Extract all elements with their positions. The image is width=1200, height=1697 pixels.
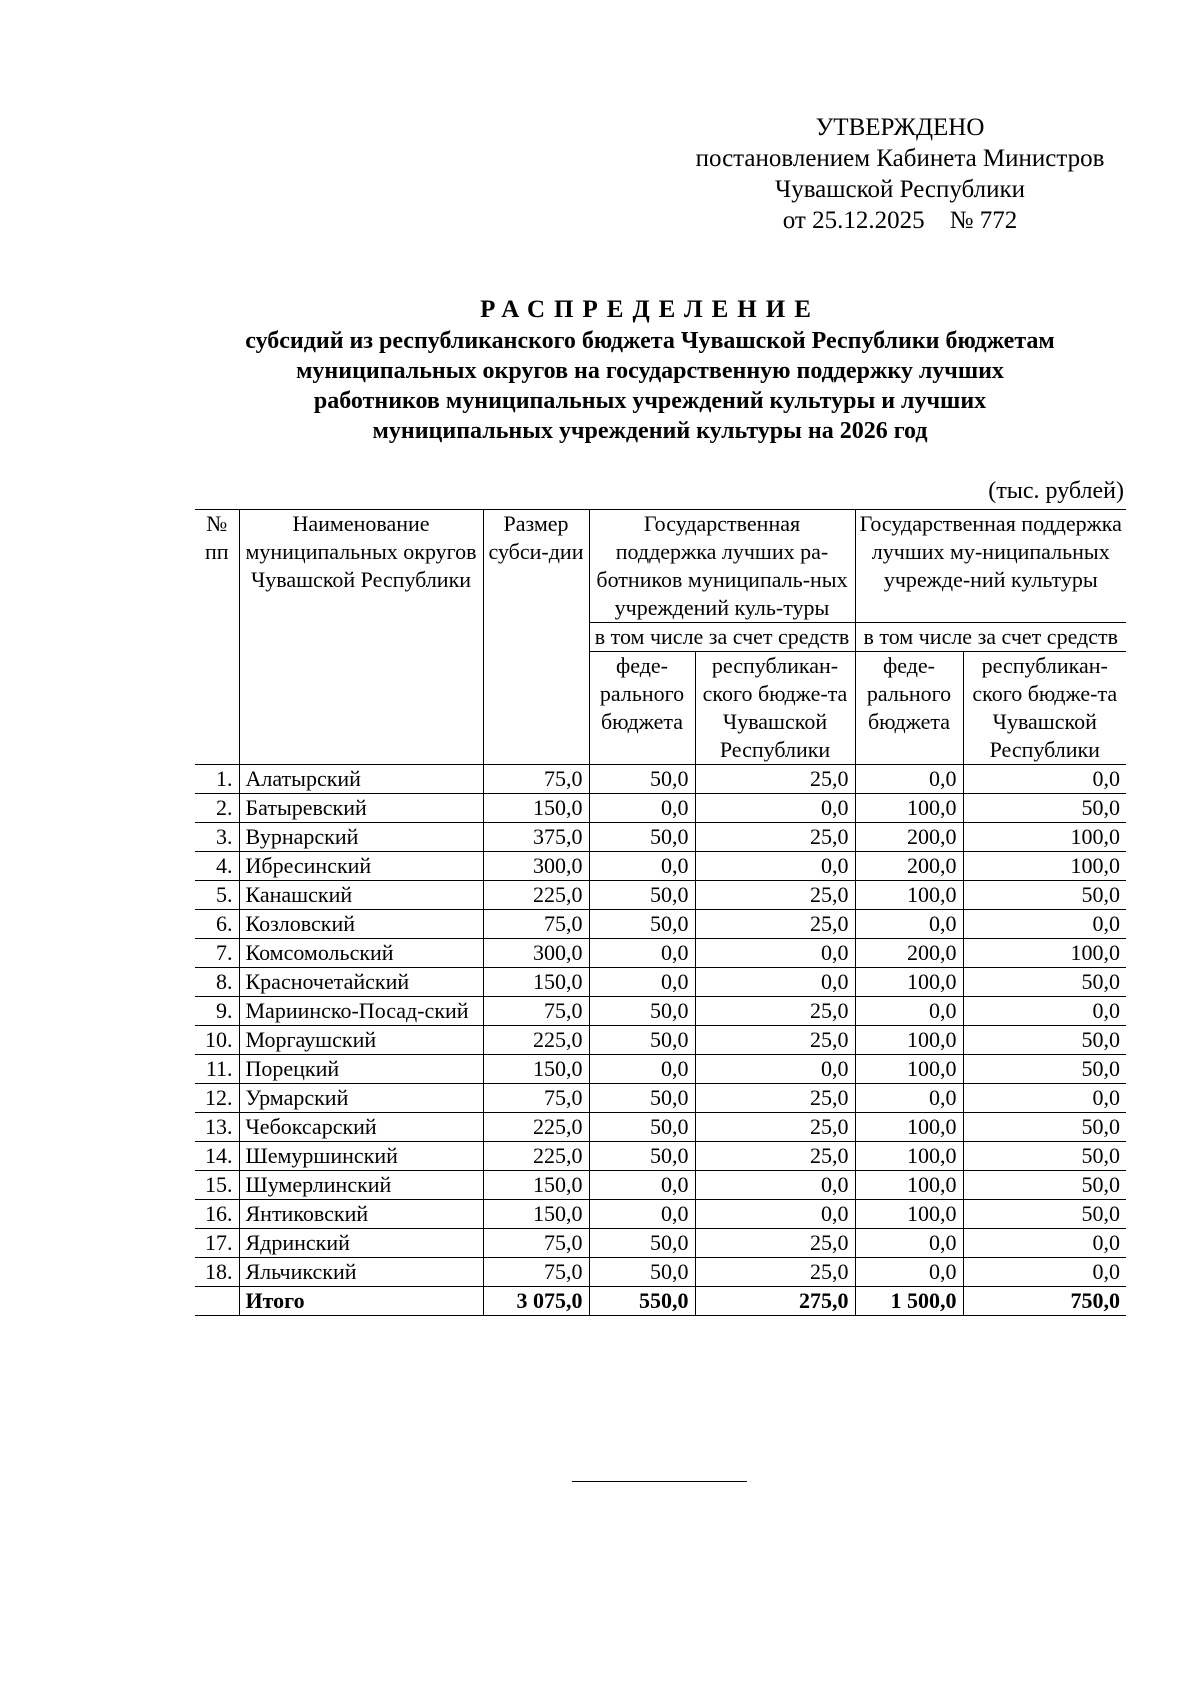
workers-federal: 0,0 [589,1055,695,1084]
district-name: Комсомольский [239,939,483,968]
row-number: 7. [195,939,239,968]
workers-federal: 50,0 [589,910,695,939]
district-name: Козловский [239,910,483,939]
institutions-federal: 0,0 [855,1084,963,1113]
title-line: работников муниципальных учреждений культуры и лучших [313,388,987,414]
district-name: Моргаушский [239,1026,483,1055]
approval-title: УТВЕРЖДЕНО [815,114,985,141]
table-row [195,910,1126,939]
institutions-republic: 0,0 [963,997,1126,1026]
institutions-federal: 100,0 [855,881,963,910]
row-number: 5. [195,881,239,910]
institutions-republic: 100,0 [963,939,1126,968]
table-row [195,939,1126,968]
workers-republic: 25,0 [695,765,855,794]
institutions-federal: 100,0 [855,1200,963,1229]
units-label: (тыс. рублей) [988,478,1124,504]
institutions-federal: 100,0 [855,1055,963,1084]
district-name: Шемуршинский [239,1142,483,1171]
approval-line: постановлением Кабинета Министров [695,145,1105,172]
workers-republic: 0,0 [695,852,855,881]
institutions-federal: 100,0 [855,1113,963,1142]
subsidy-size: 225,0 [483,1113,589,1142]
institutions-republic: 50,0 [963,1055,1126,1084]
institutions-republic: 100,0 [963,823,1126,852]
workers-federal: 0,0 [589,1200,695,1229]
row-number: 18. [195,1258,239,1287]
institutions-republic: 50,0 [963,1113,1126,1142]
subsidy-size: 150,0 [483,968,589,997]
distribution-table [195,509,1126,1316]
row-number: 17. [195,1229,239,1258]
district-name: Красночетайский [239,968,483,997]
workers-republic: 25,0 [695,823,855,852]
row-number: 10. [195,1026,239,1055]
header-size: Размер субси-дии [483,510,589,765]
table-row [195,1258,1126,1287]
workers-republic: 0,0 [695,1200,855,1229]
approval-line: Чувашской Республики [774,176,1026,203]
table-row [195,1084,1126,1113]
institutions-republic: 0,0 [963,765,1126,794]
header-workers: Государственная поддержка лучших ра-ботников муниципаль-ных учреждений куль-туры [589,510,855,623]
workers-federal: 50,0 [589,1142,695,1171]
subsidy-size: 225,0 [483,881,589,910]
district-name: Батыревский [239,794,483,823]
row-number: 2. [195,794,239,823]
row-number: 16. [195,1200,239,1229]
district-name: Ядринский [239,1229,483,1258]
workers-republic: 0,0 [695,1055,855,1084]
institutions-federal: 0,0 [855,910,963,939]
workers-federal: 0,0 [589,968,695,997]
institutions-federal: 0,0 [855,1258,963,1287]
workers-republic: 25,0 [695,1142,855,1171]
header-federal: феде-рального бюджета [589,652,695,765]
workers-federal: 50,0 [589,1084,695,1113]
row-number: 3. [195,823,239,852]
row-number: 9. [195,997,239,1026]
institutions-federal: 200,0 [855,939,963,968]
subsidy-size: 150,0 [483,1171,589,1200]
row-number: 8. [195,968,239,997]
total-institutions-federal: 1 500,0 [855,1287,963,1316]
table-body [195,765,1126,1316]
subsidy-size: 75,0 [483,1084,589,1113]
table-row [195,1142,1126,1171]
header-republic: республикан-ского бюдже-та Чувашской Республики [963,652,1126,765]
approval-block [690,112,1110,236]
institutions-republic: 50,0 [963,968,1126,997]
header-institutions: Государственная поддержка лучших му-ниципальных учрежде-ний культуры [855,510,1126,623]
district-name: Алатырский [239,765,483,794]
title-line: муниципальных учреждений культуры на 2026 год [372,418,928,444]
table-row [195,765,1126,794]
footer-divider [572,1481,747,1482]
header-republic: республикан-ского бюдже-та Чувашской Республики [695,652,855,765]
subsidy-size: 225,0 [483,1142,589,1171]
workers-republic: 0,0 [695,794,855,823]
institutions-republic: 50,0 [963,1200,1126,1229]
institutions-federal: 100,0 [855,968,963,997]
table-row [195,1055,1126,1084]
district-name: Янтиковский [239,1200,483,1229]
total-empty [195,1287,239,1316]
title-line: субсидий из республиканского бюджета Чувашской Республики бюджетам [245,328,1055,354]
institutions-republic: 50,0 [963,1171,1126,1200]
row-number: 6. [195,910,239,939]
workers-federal: 50,0 [589,1113,695,1142]
total-row [195,1287,1126,1316]
table-row [195,1171,1126,1200]
subsidy-size: 150,0 [483,794,589,823]
institutions-republic: 0,0 [963,1229,1126,1258]
workers-republic: 25,0 [695,1084,855,1113]
table-row [195,1200,1126,1229]
district-name: Урмарский [239,1084,483,1113]
subsidy-size: 75,0 [483,1258,589,1287]
subsidy-size: 150,0 [483,1055,589,1084]
institutions-republic: 50,0 [963,794,1126,823]
total-workers-federal: 550,0 [589,1287,695,1316]
total-workers-republic: 275,0 [695,1287,855,1316]
row-number: 1. [195,765,239,794]
workers-republic: 25,0 [695,1026,855,1055]
workers-federal: 50,0 [589,997,695,1026]
subsidy-size: 75,0 [483,765,589,794]
workers-republic: 0,0 [695,939,855,968]
workers-federal: 0,0 [589,1171,695,1200]
row-number: 15. [195,1171,239,1200]
workers-federal: 0,0 [589,794,695,823]
header-including: в том числе за счет средств [855,623,1126,652]
row-number: 14. [195,1142,239,1171]
subsidy-size: 75,0 [483,1229,589,1258]
workers-republic: 25,0 [695,910,855,939]
table-row [195,823,1126,852]
district-name: Канашский [239,881,483,910]
workers-republic: 25,0 [695,881,855,910]
workers-federal: 50,0 [589,881,695,910]
district-name: Вурнарский [239,823,483,852]
institutions-federal: 0,0 [855,997,963,1026]
institutions-federal: 100,0 [855,794,963,823]
workers-republic: 0,0 [695,1171,855,1200]
district-name: Порецкий [239,1055,483,1084]
workers-republic: 0,0 [695,968,855,997]
total-size: 3 075,0 [483,1287,589,1316]
institutions-federal: 0,0 [855,1229,963,1258]
row-number: 12. [195,1084,239,1113]
institutions-federal: 200,0 [855,852,963,881]
title-line: муниципальных округов на государственную поддержку лучших [296,358,1004,384]
workers-republic: 25,0 [695,1258,855,1287]
subsidy-size: 225,0 [483,1026,589,1055]
subsidy-size: 375,0 [483,823,589,852]
district-name: Мариинско-Посад-ский [239,997,483,1026]
workers-federal: 50,0 [589,1229,695,1258]
institutions-federal: 0,0 [855,765,963,794]
workers-republic: 25,0 [695,1229,855,1258]
document-title [190,294,1110,446]
title-heading: РАСПРЕДЕЛЕНИЕ [480,296,820,323]
institutions-republic: 0,0 [963,1258,1126,1287]
table-row [195,1026,1126,1055]
table-row [195,1113,1126,1142]
subsidy-size: 300,0 [483,852,589,881]
workers-federal: 50,0 [589,823,695,852]
institutions-republic: 50,0 [963,1142,1126,1171]
workers-federal: 0,0 [589,939,695,968]
district-name: Яльчикский [239,1258,483,1287]
table-row [195,852,1126,881]
institutions-federal: 100,0 [855,1026,963,1055]
header-name: Наименование муниципальных округов Чувашской Республики [239,510,483,765]
institutions-republic: 0,0 [963,1084,1126,1113]
district-name: Шумерлинский [239,1171,483,1200]
institutions-federal: 200,0 [855,823,963,852]
institutions-federal: 100,0 [855,1142,963,1171]
institutions-republic: 100,0 [963,852,1126,881]
row-number: 4. [195,852,239,881]
table-row [195,794,1126,823]
workers-republic: 25,0 [695,997,855,1026]
workers-federal: 50,0 [589,765,695,794]
row-number: 13. [195,1113,239,1142]
header-federal: феде-рального бюджета [855,652,963,765]
header-including: в том числе за счет средств [589,623,855,652]
institutions-republic: 50,0 [963,881,1126,910]
subsidy-size: 75,0 [483,910,589,939]
table-row [195,968,1126,997]
subsidy-size: 300,0 [483,939,589,968]
table-row [195,881,1126,910]
workers-federal: 50,0 [589,1258,695,1287]
approval-date-number: от 25.12.2025 № 772 [782,207,1018,234]
institutions-republic: 50,0 [963,1026,1126,1055]
district-name: Чебоксарский [239,1113,483,1142]
workers-federal: 0,0 [589,852,695,881]
subsidy-size: 150,0 [483,1200,589,1229]
workers-federal: 50,0 [589,1026,695,1055]
table-row [195,997,1126,1026]
institutions-federal: 100,0 [855,1171,963,1200]
header-num: № пп [195,510,239,765]
total-institutions-republic: 750,0 [963,1287,1126,1316]
total-label: Итого [239,1287,483,1316]
table-row [195,1229,1126,1258]
row-number: 11. [195,1055,239,1084]
district-name: Ибресинский [239,852,483,881]
institutions-republic: 0,0 [963,910,1126,939]
workers-republic: 25,0 [695,1113,855,1142]
subsidy-size: 75,0 [483,997,589,1026]
